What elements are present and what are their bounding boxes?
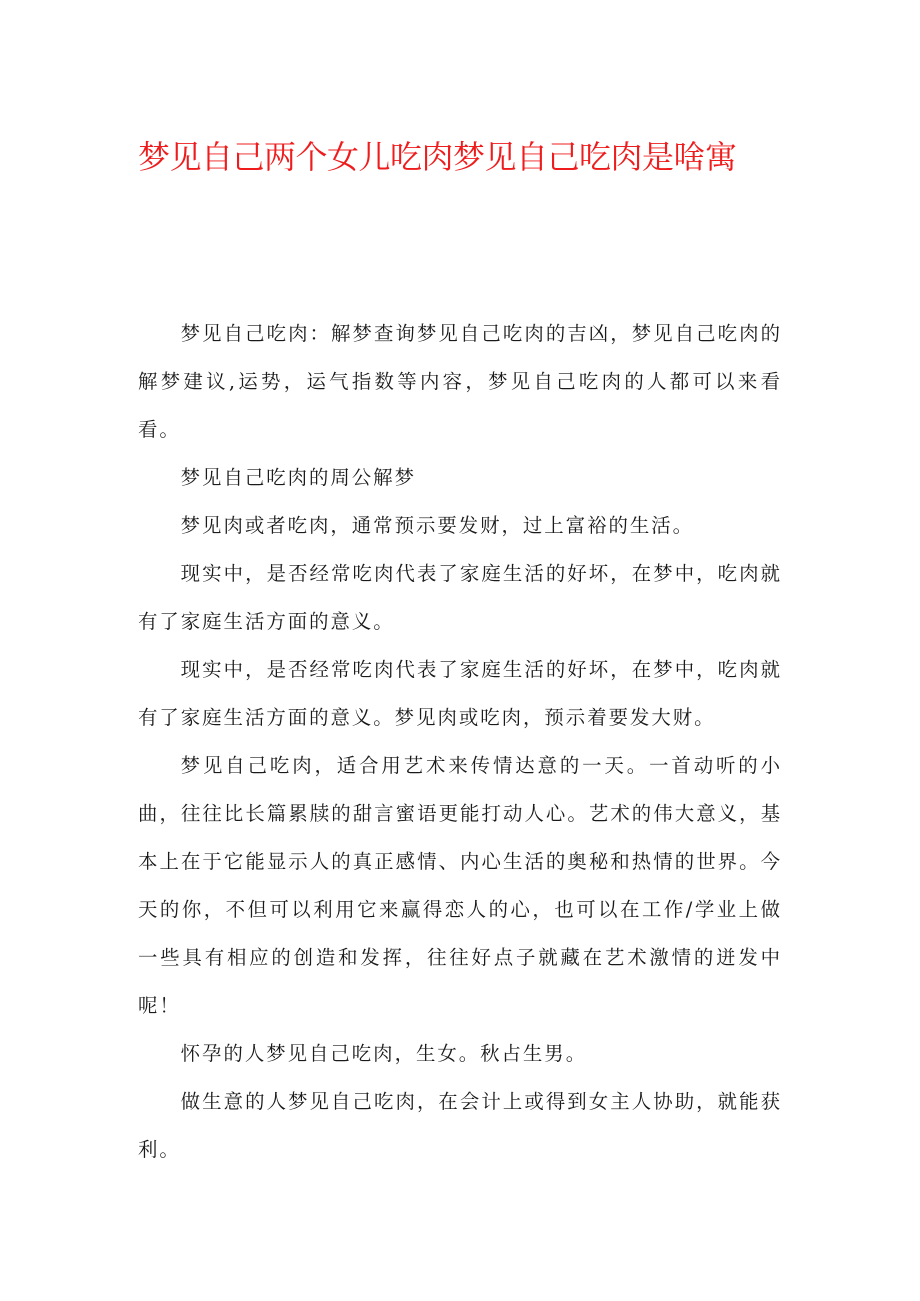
document-body	[138, 310, 782, 1174]
paragraph: 做生意的人梦见自己吃肉，在会计上或得到女主人协助，就能获利。	[138, 1090, 782, 1161]
paragraph-heading: 梦见自己吃肉的周公解梦	[180, 466, 416, 489]
document-title: 梦见自己两个女儿吃肉梦见自己吃肉是啥寓	[138, 138, 737, 176]
paragraph: 梦见自己吃肉，适合用艺术来传情达意的一天。一首动听的小曲，往往比长篇累牍的甜言蜜语更能打动人心。艺术的伟大意义，基本上在于它能显示人的真正感情、内心生活的奥秘和热情的世界。今天的你，不但可以利用它来赢得恋人的心，也可以在工作/学业上做一些具有相应的创造和发挥，往往好点子就藏在艺术激情的迸发中呢！	[138, 754, 782, 1017]
paragraph: 现实中，是否经常吃肉代表了家庭生活的好坏，在梦中，吃肉就有了家庭生活方面的意义。梦见肉或吃肉，预示着要发大财。	[138, 658, 782, 729]
paragraph-intro: 梦见自己吃肉：解梦查询梦见自己吃肉的吉凶，梦见自己吃肉的解梦建议,运势，运气指数等内容，梦见自己吃肉的人都可以来看看。	[138, 322, 782, 441]
paragraph: 怀孕的人梦见自己吃肉，生女。秋占生男。	[180, 1042, 588, 1065]
paragraph: 梦见肉或者吃肉，通常预示要发财，过上富裕的生活。	[180, 514, 695, 537]
paragraph: 现实中，是否经常吃肉代表了家庭生活的好坏，在梦中，吃肉就有了家庭生活方面的意义。	[138, 562, 782, 633]
